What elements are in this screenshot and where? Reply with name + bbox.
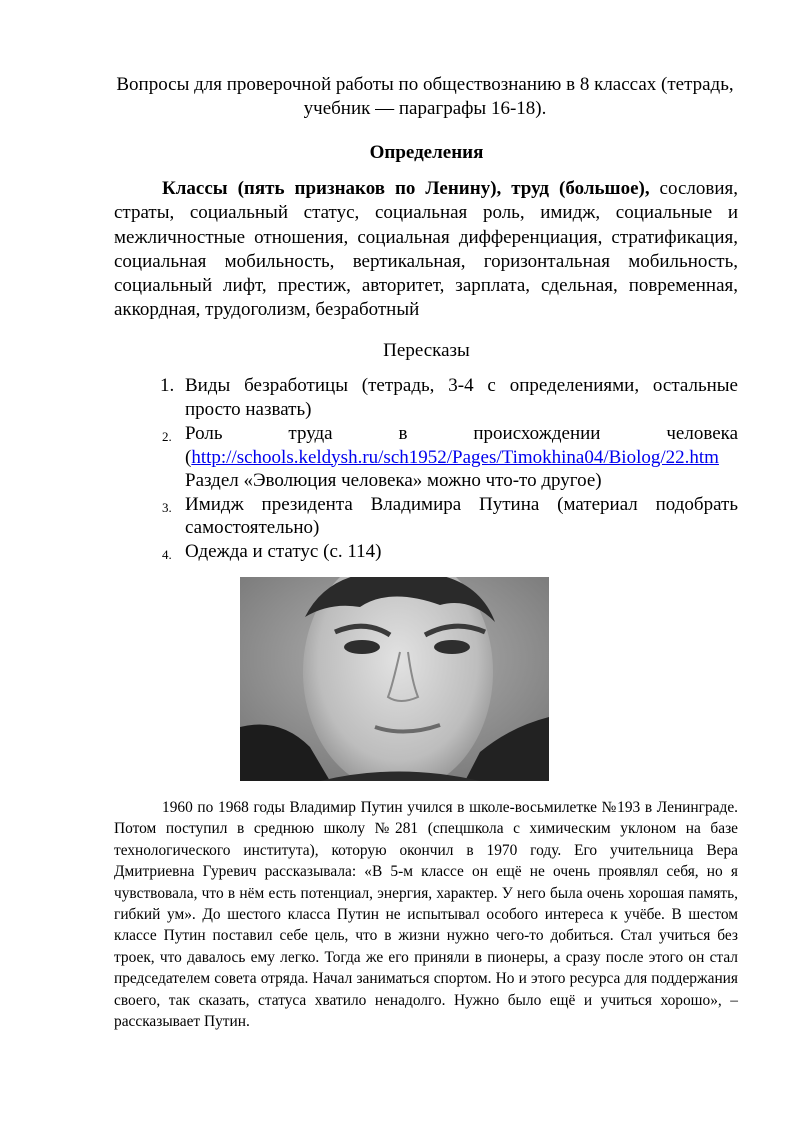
definitions-text: сословия, страты, социальный статус, социальная роль, имидж, социальные и межличностные отношения, социальная дифференциация, стратификация, социальная мобильность, вертикальная, горизонтальная мобильность, социальный лифт, престиж, авторитет, зарплата, сдельная, повременная, аккордная, трудоголизм, безработный: [114, 178, 739, 321]
list-item-text: Имидж президента Владимира Путина (материал подобрать самостоятельно): [185, 493, 738, 538]
retellings-heading: Пересказы: [383, 340, 470, 361]
portrait-photo: [240, 577, 549, 781]
list-item: [140, 493, 738, 540]
list-number: 4.: [162, 546, 172, 562]
retellings-list: [140, 374, 738, 563]
page-title: Вопросы для проверочной работы по обществознанию в 8 классах (тетрадь, учебник — параграфы 16-18).: [116, 74, 734, 119]
portrait-image: [240, 577, 549, 781]
biology-link[interactable]: http://schools.keldysh.ru/sch1952/Pages/Timokhina04/Biolog/22.htm: [191, 446, 719, 468]
list-item-text: Виды безработицы (тетрадь, 3-4 с определениями, остальные просто назвать): [185, 375, 738, 420]
definitions-bold-text: Классы (пять признаков по Ленину), труд (большое),: [162, 178, 650, 199]
definitions-paragraph: [114, 177, 738, 323]
list-number: 3.: [162, 499, 172, 515]
list-item-text: Роль труда в происхождении человека (: [185, 423, 738, 468]
story-paragraph: 1960 по 1968 годы Владимир Путин учился в школе-восьмилетке №193 в Ленинграде. Потом поступил в среднюю школу №281 (спецшкола с химическим уклоном на базе технологического института), которую окончил в 1970 году. Его учительница Вера Дмитриевна Гуревич рассказывала: «В 5-м классе он ещё не очень проявлял себя, но я чувствовала, что в нём есть потенциал, энергия, характер. У него была очень хорошая память, гибкий ум». До шестого класса Путин не испытывал особого интереса к учёбе. В шестом классе Путин поставил себе цель, что в жизни нужно чего-то добиться. Стал учиться без троек, что давалось ему легко. Тогда же его приняли в пионеры, а сразу после этого он стал председателем совета отряда. Начал заниматься спортом. Но и этого ресурса для поддержания своего, так сказать, статуса хватило ненадолго. Нужно было ещё и учиться хорошо», – рассказывает Путин.: [114, 799, 738, 1031]
list-number: 1.: [160, 375, 175, 396]
definitions-heading: Определения: [369, 142, 484, 163]
list-item: [140, 374, 738, 421]
list-number: 2.: [162, 429, 172, 444]
list-item: [140, 422, 738, 493]
list-item-text: Одежда и статус (с. 114): [185, 540, 382, 562]
list-item: [140, 540, 738, 564]
list-item-text: Раздел «Эволюция человека» можно что-то другое): [185, 470, 602, 491]
